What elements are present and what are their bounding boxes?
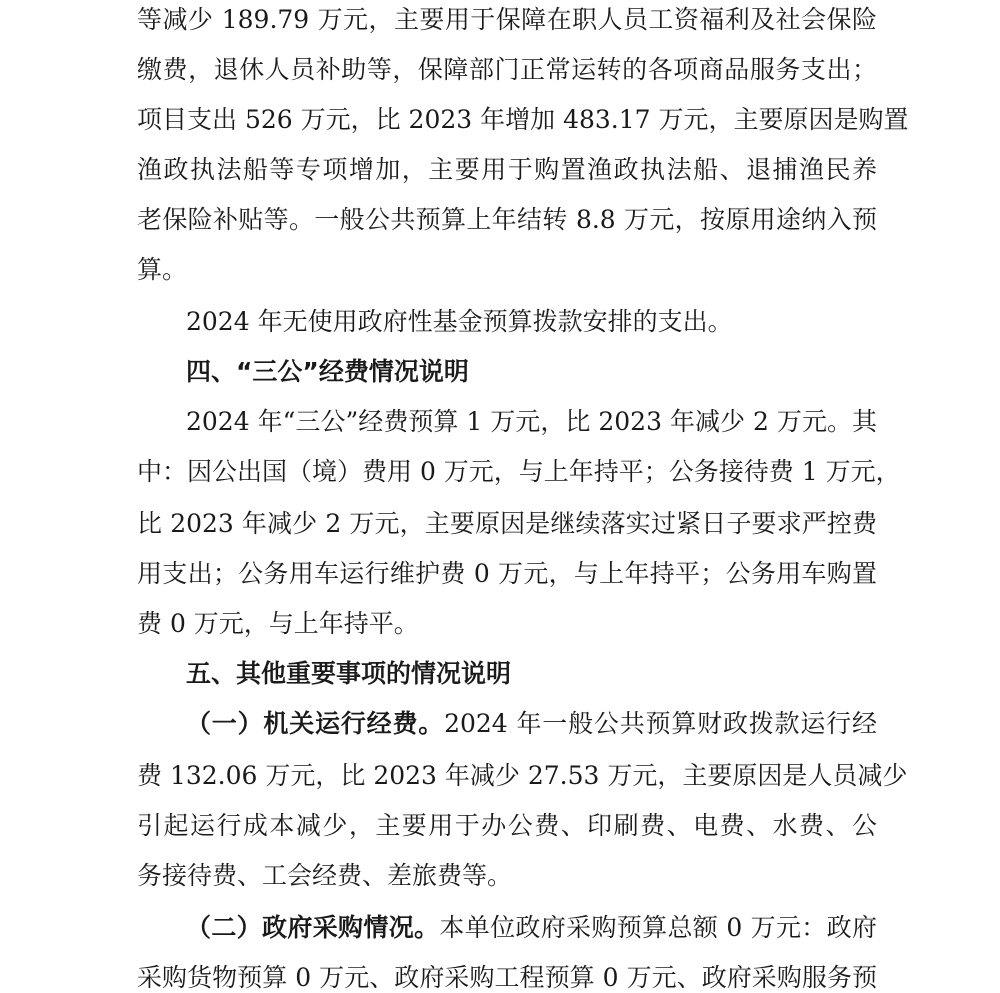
text-line: 中：因公出国（境）费用 0 万元，与上年持平；公务接待费 1 万元， [137,457,901,486]
text-line: 引起运行成本减少，主要用于办公费、印刷费、电费、水费、公 [137,811,877,840]
text-line: 2024 年“三公”经费预算 1 万元，比 2023 年减少 2 万元。其 [186,407,877,436]
text-line: 渔政执法船等专项增加，主要用于购置渔政执法船、退捕渔民养 [137,155,877,184]
text-line: 比 2023 年减少 2 万元，主要原因是继续落实过紧日子要求严控费 [137,509,877,538]
text-line: 缴费，退休人员补助等，保障部门正常运转的各项商品服务支出； [137,55,877,84]
paragraph-text: 本单位政府采购预算总额 0 万元：政府 [439,913,877,942]
text-line: 老保险补贴等。一般公共预算上年结转 8.8 万元，按原用途纳入预 [137,205,877,234]
text-line: 务接待费、工会经费、差旅费等。 [137,861,513,890]
text-line [186,911,877,945]
text-line: 采购货物预算 0 万元、政府采购工程预算 0 万元、政府采购服务预 [137,963,877,992]
paragraph-text: 2024 年一般公共预算财政拨款运行经 [444,709,877,738]
text-line: 费 0 万元，与上年持平。 [137,609,419,638]
text-line [186,707,877,741]
text-line: 项目支出 526 万元，比 2023 年增加 483.17 万元，主要原因是购置 [137,105,909,134]
text-line: 2024 年无使用政府性基金预算拨款安排的支出。 [186,307,733,336]
text-line: 用支出；公务用车运行维护费 0 万元，与上年持平；公务用车购置 [137,559,877,588]
paragraph-lead: （一）机关运行经费。 [186,709,445,738]
text-line: 算。 [137,255,188,284]
paragraph-lead: （二）政府采购情况。 [186,913,440,942]
text-line: 等减少 189.79 万元，主要用于保障在职人员工资福利及社会保险 [137,5,877,34]
section-heading: 四、“三公”经费情况说明 [186,357,469,386]
text-line: 费 132.06 万元，比 2023 年减少 27.53 万元，主要原因是人员减少 [137,761,908,790]
section-heading: 五、其他重要事项的情况说明 [186,659,512,688]
